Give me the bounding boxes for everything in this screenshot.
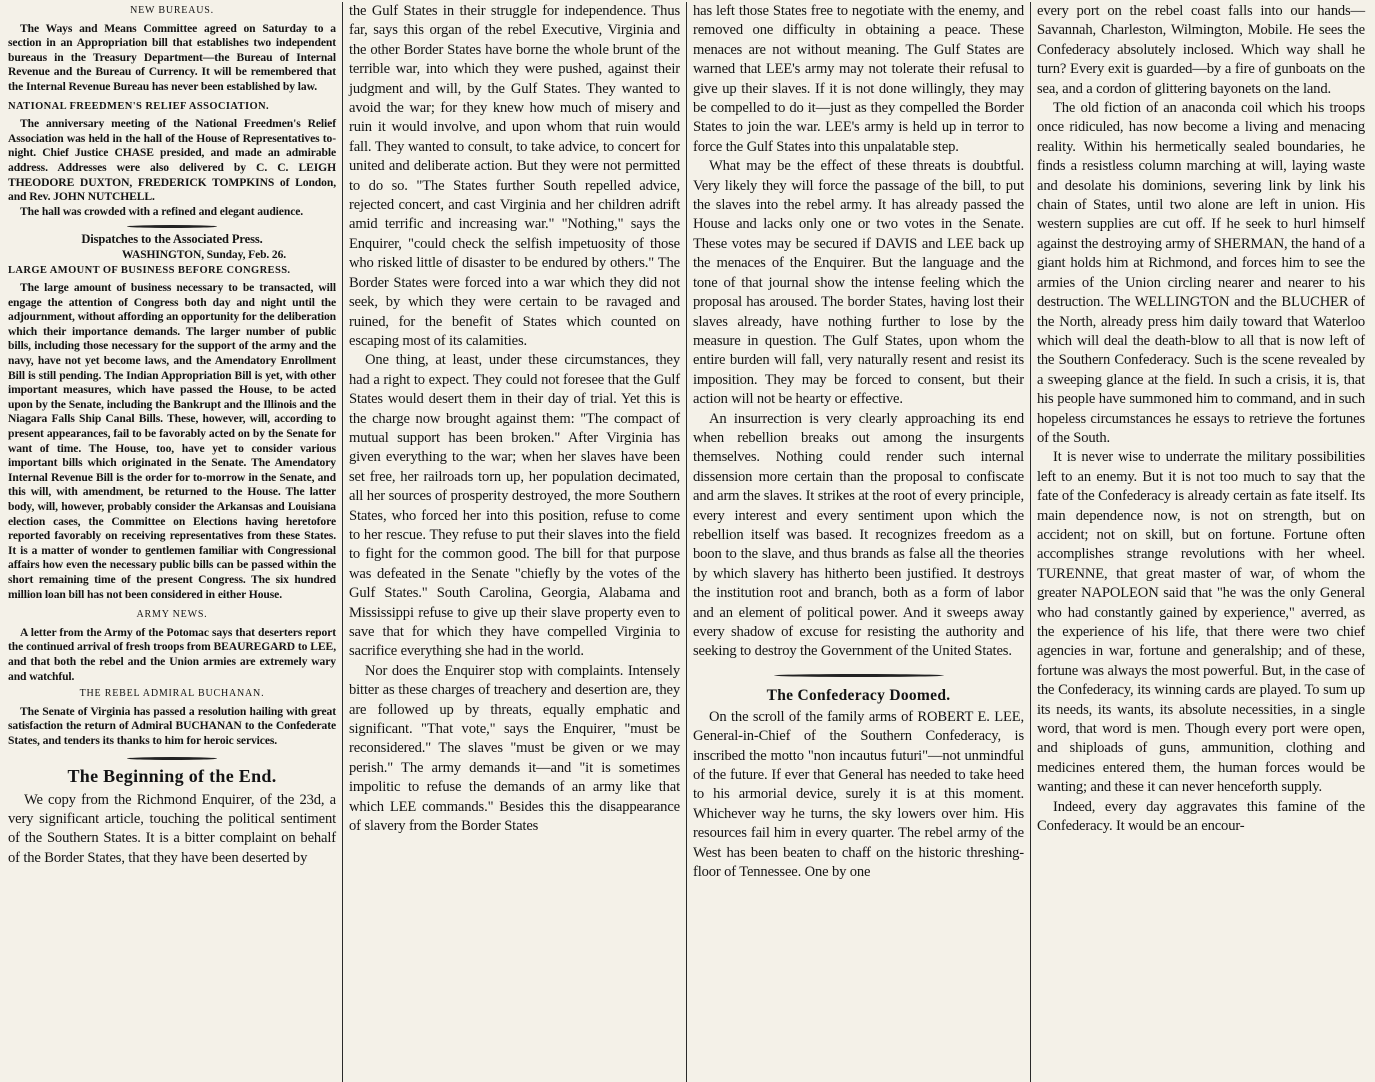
new-bureaus-heading: NEW BUREAUS. <box>130 5 214 16</box>
new-bureaus-text: The Ways and Means Committee agreed on Saturday to a section in an Appropriation bill that establishes two independent bureaus in the Treasury Department—the Bureau of Internal Revenue and the Bureau of Currency. It will be remembered that the Internal Revenue Bureau has never been established by law. <box>8 21 336 93</box>
dispatches-section <box>8 232 336 748</box>
column-2 <box>342 2 686 1082</box>
doomed-article-title: The Confederacy Doomed. <box>766 686 951 704</box>
column-4 <box>1030 2 1371 1082</box>
beginning-article-title: The Beginning of the End. <box>67 765 277 786</box>
beginning-article-continued <box>349 2 680 836</box>
column-3-paragraph-2: What may be the effect of these threats is doubtful. Very likely they will force the passage of the bill, to put the slaves into the rebel army. It has already passed the House and lacks only one or two votes in the Senate. These votes may be secured if DAVIS and LEE back up the menaces of the Enquirer. But the language and the tone of that journal show the intense feeling which the proposal has aroused. The border States, having lost their slaves already, have nothing further to lose by the measure in question. The Gulf States, upon whom the entire burden will fall, very naturally resent and resist its imposition. They may be forced to consent, but their action will not be hearty or effective. <box>693 158 1024 408</box>
freedmen-paragraph-1: The anniversary meeting of the National Freedmen's Relief Association was held in the hall of the House of Representatives to-night. Chief Justice CHASE presided, and made an admirable address. Addresses were also delivered by C. C. LEIGH THEODORE DUXTON, FREDERICK TOMPKINS of London, and Rev. JOHN NUTCHELL. <box>8 117 336 204</box>
doomed-article-body <box>693 708 1024 883</box>
column-3-paragraph-1: has left those States free to negotiate with the enemy, and removed one difficulty in obtaining a peace. These menaces are not without meaning. The Gulf States are warned that LEE's army may not tolerate their refusal to give up their slaves. If it is not done willingly, they may be compelled to do it—just as they compelled the Border States to join the war. LEE's army is held up in terror to force the Gulf States into this unpalatable step. <box>693 3 1024 155</box>
section-divider <box>127 225 217 228</box>
freedmen-heading: NATIONAL FREEDMEN'S RELIEF ASSOCIATION. <box>8 100 270 112</box>
beginning-article-conclusion <box>693 2 1024 662</box>
column-4-paragraph-2: The old fiction of an anaconda coil which his troops once ridiculed, has now become a living and menacing reality. Within his hermetically sealed boundaries, he finds a resistless column marching at will, laying waste and desolate his dominions, severing link by link his chain of States, until two alone are left in union. His western supplies are cut off. If he seek to hurl himself against the destroying army of SHERMAN, the hand of a giant holds him at Richmond, and forces him to see the armies of the Union circling nearer and nearer to his destruction. The WELLINGTON and the BLUCHER of the North, already press him daily toward that Waterloo which will deal the death-blow to all that is now left of the Southern Confederacy. Such is the scene revealed by a sweeping glance at the field. In such a crisis, it is, that his people have summoned him to command, and in such hopeless circumstances he essays to retrieve the fortunes of the South. <box>1037 100 1365 446</box>
column-2-paragraph-3: Nor does the Enquirer stop with complaints. Intensely bitter as these charges of treachery and desertion are, they are followed up by threats, equally emphatic and significant. "That vote," says the Enquirer, "must be reconsidered." The slaves "must be given or we may perish." The army demands it—and "it is sometimes impolitic to refuse the demands of an army like that which LEE commands." Besides this the disappearance of slavery from the Border States <box>349 662 680 835</box>
section-divider <box>127 757 217 760</box>
army-news-text: A letter from the Army of the Potomac says that deserters report the continued arrival of fresh troops from BEAUREGARD to LEE, and that both the rebel and the Union armies are extremely wary and watchful. <box>8 625 336 683</box>
new-bureaus-section <box>8 4 336 219</box>
army-news-heading: ARMY NEWS. <box>136 609 208 621</box>
column-2-paragraph-2: One thing, at least, under these circumstances, they had a right to expect. They could not foresee that the Gulf States would desert them in their day of trial. Yet this is the charge now brought against them: "The compact of mutual support has been broken." After Virginia has given everything to the war; when her slaves have been set free, her railroads torn up, her population decimated, all her sources of prosperity destroyed, the more Southern States, who forced her into this position, refuse to come to her rescue. They refuse to put their slaves into the field to fight for the common good. The bill for that purpose was defeated in the Senate "chiefly by the votes of the Gulf States." South Carolina, Georgia, Alabama and Mississippi refuse to give up their slave property even to save that for which they have compelled Virginia to sacrifice everything she had in the world. <box>349 352 680 660</box>
dateline: WASHINGTON, Sunday, Feb. 26. <box>121 248 286 261</box>
freedmen-paragraph-2: The hall was crowded with a refined and elegant audience. <box>20 204 304 218</box>
column-4-paragraph-1: every port on the rebel coast falls into our hands—Savannah, Charleston, Wilmington, Mobile. He sees the Confederacy absolutely inclosed. Which way shall he turn? Every exit is guarded—by a fire of gunboats on the sea, and a cordon of glittering bayonets on the land. <box>1037 3 1365 97</box>
admiral-text: The Senate of Virginia has passed a resolution hailing with great satisfaction the return of Admiral BUCHANAN to the Confederate States, and tenders its thanks to him for heroic services. <box>8 704 336 747</box>
beginning-article-body <box>8 791 336 869</box>
column-1 <box>2 2 342 1082</box>
doomed-article-continued <box>1037 2 1365 836</box>
beginning-paragraph-1: We copy from the Richmond Enquirer, of the 23d, a very significant article, touching the political sentiment of the Southern States. It is a bitter complaint on behalf of the Border States, that they have been deserted by <box>8 791 336 866</box>
column-4-paragraph-4: Indeed, every day aggravates this famine of the Confederacy. It would be an encour- <box>1037 798 1365 835</box>
admiral-heading: THE REBEL ADMIRAL BUCHANAN. <box>79 688 265 700</box>
congress-text: The large amount of business necessary to be transacted, will engage the attention of Congress both day and night until the adjournment, without affording an opportunity for the deliberation which their importance demands. The larger number of public bills, including those necessary for the support of the army and the navy, have not yet become laws, and the Amendatory Enrollment Bill is still pending. The Indian Appropriation Bill is yet, with other important measures, which have passed the House, to be acted upon by the Senate, including the Bankrupt and the Illinois and the Niagara Falls Ship Canal Bills. These, however, will, according to present appearances, fail to be favorably acted on by the Senate for want of time. The House, too, have yet to consider various important bills which originated in the Senate. The Amendatory Internal Revenue Bill is the order for to-morrow in the Senate, and this will, with amendment, be returned to the House. The latter body, will, however, probably consider the Arkansas and Louisiana election cases, the Committee on Elections having heretofore reported favorably on receiving representatives from these States. It is a matter of wonder to gentlemen familiar with Congressional affairs how even the necessary public bills can be passed within the short remaining time of the present Congress. The six hundred million loan bill has not been considered in either House. <box>8 281 336 601</box>
dispatch-title: Dispatches to the Associated Press. <box>81 232 263 247</box>
section-divider <box>774 674 944 677</box>
column-3 <box>686 2 1030 1082</box>
column-3-paragraph-3: An insurrection is very clearly approaching its end when rebellion breaks out among the insurgents themselves. Nothing could render such internal dissension more certain than the proposal to confiscate and arm the slaves. It strikes at the root of every principle, every interest and every sentiment upon which the rebellion itself was based. It recognizes freedom as a boon to the slave, and thus brands as false all the theories by which slavery has hitherto been justified. It destroys the institution root and branch, both as a form of labor and an element of political power. And it sweeps away every shadow of excuse for resisting the authority and seeking to destroy the Government of the United States. <box>693 410 1024 660</box>
column-4-paragraph-3: It is never wise to underrate the military possibilities left to an enemy. But it is not too much to say that the fate of the Confederacy is already certain as fate itself. Its main dependence now, is not on strength, but on accident; not on skill, but on fortune. Fortune often accomplishes strange revolutions with her wheel. TURENNE, that great master of war, of whom the greater NAPOLEON said that "he was the only General who had constantly gained by experience," averred, as the experience of his life, that there were two chief agencies in war, fortune and generalship; and of these, fortune was always the most powerful. But, in the case of the Confederacy, its winning cards are played. To sum up its needs, its wants, its absolute necessities, in a single word, that word is men. Though every port were open, and shiploads of guns, ammunition, clothing and medicines entered them, the human forces would be wanting; and these it can never henceforth supply. <box>1037 449 1365 796</box>
column-3-paragraph-4: On the scroll of the family arms of ROBERT E. LEE, General-in-Chief of the Southern Confederacy, is inscribed the motto "non incautus futuri"—not unmindful of the future. If ever that General has needed to take heed to his armorial device, surely it is at this moment. Whichever way he turns, the sky lowers over him. His resources fail him in every quarter. The rebel army of the West has been beaten to chaff on the historic threshing-floor of Tennessee. One by one <box>693 708 1024 881</box>
congress-heading: LARGE AMOUNT OF BUSINESS BEFORE CONGRESS. <box>8 264 291 276</box>
column-2-paragraph-1: the Gulf States in their struggle for independence. Thus far, says this organ of the rebel Executive, Virginia and the other Border States have borne the whole brunt of the terrible war, into which they were pushed, against their judgment and will, by the Gulf States. They wanted to avoid the war; for they knew how much of misery and ruin it would involve, and upon whom that ruin would fall. They wanted to consult, to take advice, to concert for united and deliberate action. But they were not permitted to do so. "The States further South repelled advice, rejected concert, and cast Virginia and her children adrift amid terrific and increasing war." "Nothing," says the Enquirer, "could check the selfish impetuosity of those who risked little of disaster to be endured by others." The Border States were forced into a war which they did not seek, by which they were certain to be ravaged and ruined, for the benefit of States which counted on escaping most of its calamities. <box>349 3 680 349</box>
